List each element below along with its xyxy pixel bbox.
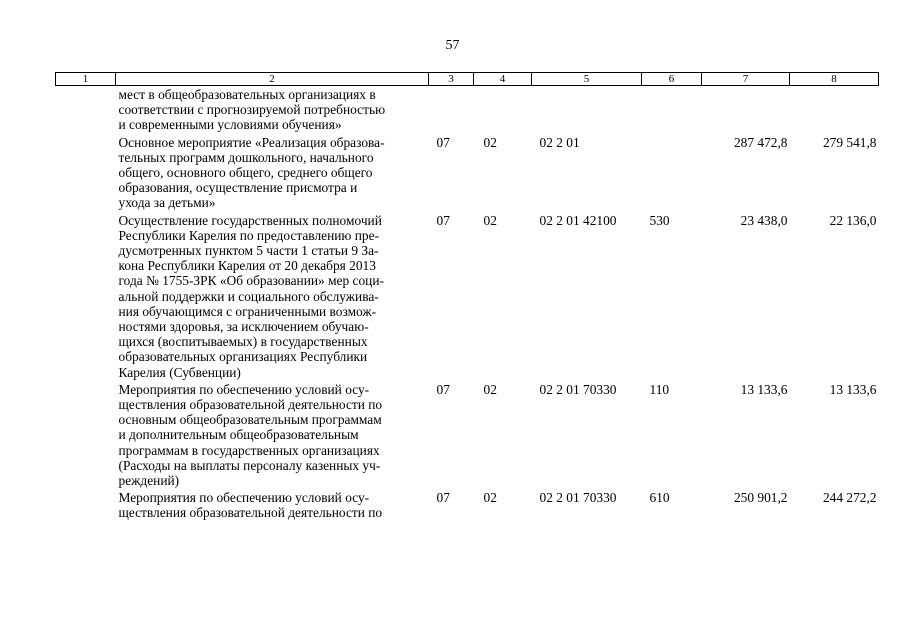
- column-number-header: 1: [56, 73, 116, 86]
- column-number-header: 2: [116, 73, 429, 86]
- column-number-header: 8: [790, 73, 879, 86]
- section-cell: 07: [436, 490, 450, 506]
- target-code-cell: 02 2 01: [539, 134, 580, 150]
- item-name-cell: [116, 86, 429, 135]
- item-name-cell: [116, 135, 429, 213]
- item-name: Мероприятия по обеспечению условий осу- ществления образовательной деятельности по: [118, 490, 383, 521]
- amount-col7-cell: 287 472,8: [733, 134, 788, 150]
- column-number-header: 7: [702, 73, 790, 86]
- amount-col8-cell: [790, 86, 879, 135]
- item-name-cell: [116, 490, 429, 522]
- table-row: [56, 213, 879, 382]
- budget-table: [55, 72, 879, 523]
- row-number-cell: [56, 213, 116, 382]
- item-name-cell: [116, 382, 429, 490]
- column-number-header: 6: [642, 73, 702, 86]
- table-row: [56, 490, 879, 522]
- target-code-cell: 02 2 01 70330: [539, 381, 617, 397]
- amount-col8-cell: 279 541,8: [822, 134, 877, 150]
- subsection-cell: [474, 86, 532, 135]
- page-number: 57: [445, 38, 460, 53]
- expense-type-cell: [642, 135, 702, 213]
- row-number-cell: [56, 382, 116, 490]
- section-cell: [429, 86, 474, 135]
- subsection-cell: 02: [483, 490, 497, 506]
- amount-col7-cell: [702, 86, 790, 135]
- column-number-header: 4: [474, 73, 532, 86]
- expense-type-cell: 110: [649, 381, 670, 397]
- budget-table-container: [55, 72, 878, 523]
- expense-type-cell: 530: [649, 212, 670, 228]
- item-name: Основное мероприятие «Реализация образова- тельных программ дошкольного, начального общего, основного общего, среднего общего образования, осуществление присмотра и ухода за детьми»: [118, 134, 385, 211]
- item-name: мест в общеобразовательных организациях в соответствии с прогнозируемой потребностью и современными условиями обучения»: [118, 87, 386, 133]
- subsection-cell: 02: [483, 381, 497, 397]
- table-row: [56, 86, 879, 135]
- column-number-header: 3: [429, 73, 474, 86]
- item-name: Мероприятия по обеспечению условий осу- ществления образовательной деятельности по основным общеобразовательным программам и дополнительным общеобразовательным программам в государственных организациях (Расходы на выплаты персоналу казенных уч- реждений): [118, 381, 383, 489]
- amount-col8-cell: 13 133,6: [829, 381, 877, 397]
- row-number-cell: [56, 490, 116, 522]
- amount-col7-cell: 13 133,6: [740, 381, 788, 397]
- column-number-header-row: [56, 73, 879, 86]
- target-code-cell: 02 2 01 70330: [539, 490, 617, 506]
- table-row: [56, 382, 879, 490]
- amount-col8-cell: 244 272,2: [822, 490, 877, 506]
- amount-col7-cell: 250 901,2: [733, 490, 788, 506]
- expense-type-cell: 610: [649, 490, 670, 506]
- subsection-cell: 02: [483, 134, 497, 150]
- column-number-header: 5: [532, 73, 642, 86]
- section-cell: 07: [436, 381, 450, 397]
- section-cell: 07: [436, 212, 450, 228]
- item-name: Осуществление государственных полномочий Республики Карелия по предоставлению пре- дусмотренных пунктом 5 части 1 статьи 9 За- кона Республики Карелия от 20 декабря 2013 года № 1755-ЗРК «Об образовании» мер соци- альной поддержки и социального обслужива- ния обучающимся с ограниченными возмож- ностями здоровья, за исключением обучаю- щихся (воспитываемых) в государственных образовательных организациях Республики Карелия (Субвенции): [118, 212, 384, 380]
- item-name-cell: [116, 213, 429, 382]
- table-row: [56, 135, 879, 213]
- amount-col8-cell: 22 136,0: [829, 212, 877, 228]
- amount-col7-cell: 23 438,0: [740, 212, 788, 228]
- target-code-cell: 02 2 01 42100: [539, 212, 617, 228]
- subsection-cell: 02: [483, 212, 497, 228]
- expense-type-cell: [642, 86, 702, 135]
- target-code-cell: [532, 86, 642, 135]
- row-number-cell: [56, 135, 116, 213]
- row-number-cell: [56, 86, 116, 135]
- section-cell: 07: [436, 134, 450, 150]
